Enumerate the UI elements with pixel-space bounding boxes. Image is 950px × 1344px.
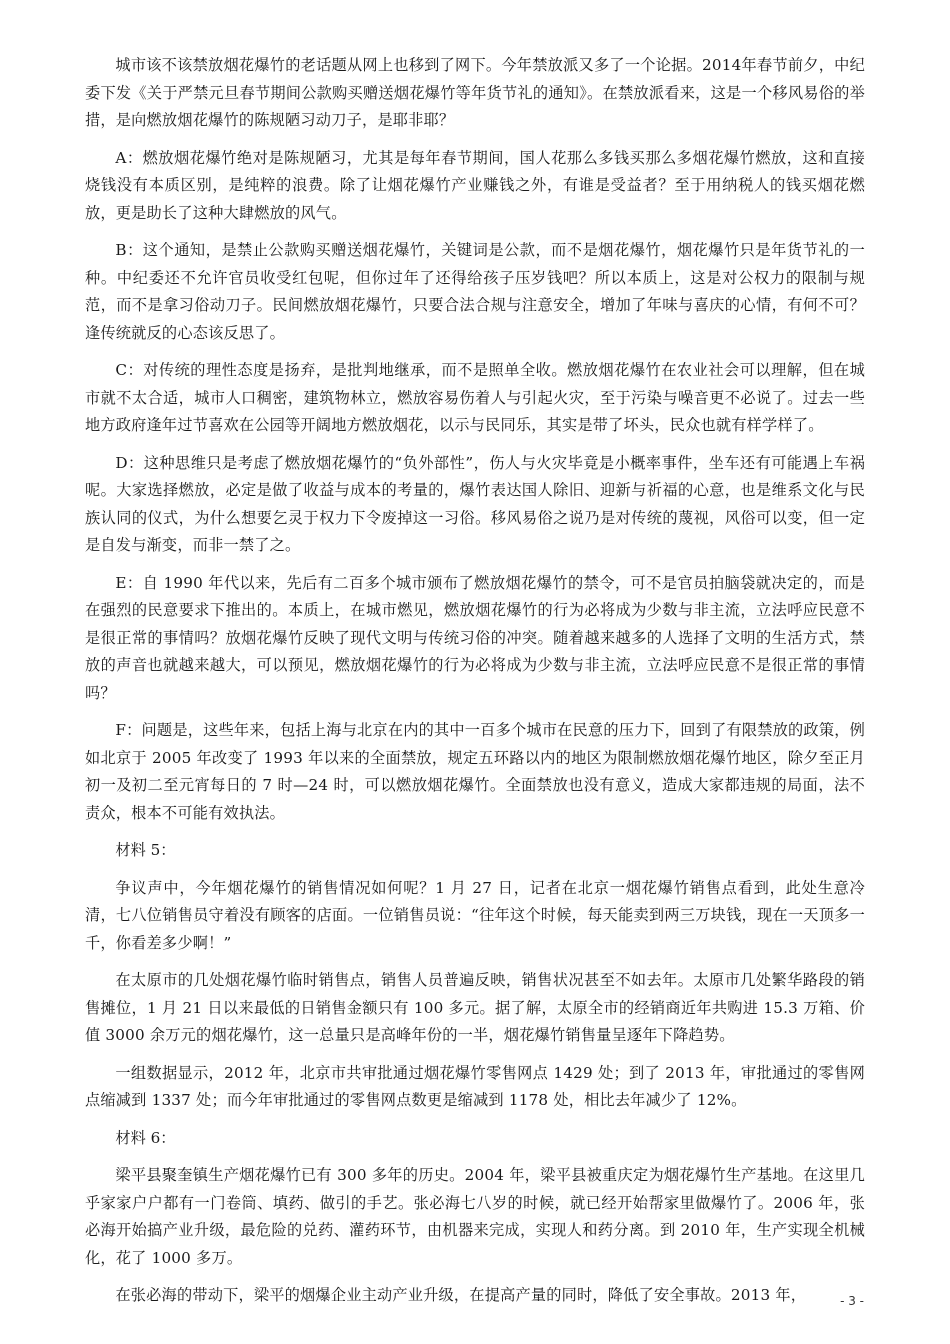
opinion-b-paragraph: B：这个通知，是禁止公款购买赠送烟花爆竹，关键词是公款，而不是烟花爆竹，烟花爆竹只是年货节礼的一种。中纪委还不允许官员收受红包呢，但你过年了还得给孩子压岁钱吧？所以本质上，这是对公权力的限制与规范，而不是拿习俗动刀子。民间燃放烟花爆竹，只要合法合规与注意安全，增加了年味与喜庆的心情，有何不可？逢传统就反的心态该反思了。 <box>85 241 865 342</box>
opinion-f-paragraph: F：问题是，这些年来，包括上海与北京在内的其中一百多个城市在民意的压力下，回到了有限禁放的政策，例如北京于 2005 年改变了 1993 年以来的全面禁放，规定五环路以内的地区为限制燃放烟花爆竹地区，除夕至正月初一及初二至元宵每日的 7 时—24 时，可以燃放烟花爆竹。全面禁放也没有意义，造成大家都违规的局面，法不责众，根本不可能有效执法。 <box>85 721 865 822</box>
material-5-paragraph-1: 争议声中，今年烟花爆竹的销售情况如何呢？1 月 27 日，记者在北京一烟花爆竹销售点看到，此处生意冷清，七八位销售员守着没有顾客的店面。一位销售员说：“往年这个时候，每天能卖到两三万块钱，现在一天顶多一千，你看差多少啊！” <box>85 878 865 952</box>
page-number: - 3 - <box>840 1294 864 1308</box>
intro-paragraph: 城市该不该禁放烟花爆竹的老话题从网上也移到了网下。今年禁放派又多了一个论据。2014年春节前夕，中纪委下发《关于严禁元旦春节期间公款购买赠送烟花爆竹等年货节礼的通知》。在禁放派看来，这是一个移风易俗的举措，是向燃放烟花爆竹的陈规陋习动刀子，是耶非耶？ <box>85 56 865 129</box>
document-body <box>85 52 865 1320</box>
opinion-d-paragraph: D：这种思维只是考虑了燃放烟花爆竹的“负外部性”，伤人与火灾毕竟是小概率事件，坐车还有可能遇上车祸呢。大家选择燃放，必定是做了收益与成本的考量的，爆竹表达国人除旧、迎新与祈福的心意，也是维系文化与民族认同的仪式，为什么想要乞灵于权力下令废掉这一习俗。移风易俗之说乃是对传统的蔑视，风俗可以变，但一定是自发与渐变，而非一禁了之。 <box>85 453 865 554</box>
material-5-paragraph-2: 在太原市的几处烟花爆竹临时销售点，销售人员普遍反映，销售状况甚至不如去年。太原市几处繁华路段的销售摊位，1 月 21 日以来最低的日销售金额只有 100 多元。据了解，太原全市的经销商近年共购进 15.3 万箱、价值 3000 余万元的烟花爆竹，这一总量只是高峰年份的一半，烟花爆竹销售量呈逐年下降趋势。 <box>85 971 865 1044</box>
material-6-paragraph-2: 在张必海的带动下，梁平的烟爆企业主动产业升级，在提高产量的同时，降低了安全事故。2013 年， <box>115 1286 807 1304</box>
material-5-paragraph-3: 一组数据显示，2012 年，北京市共审批通过烟花爆竹零售网点 1429 处；到了 2013 年，审批通过的零售网点缩减到 1337 处；而今年审批通过的零售网点数更是缩减到 1178 处，相比去年减少了 12%。 <box>85 1063 865 1109</box>
material-5-heading: 材料 5： <box>115 841 176 859</box>
opinion-a-paragraph: A：燃放烟花爆竹绝对是陈规陋习，尤其是每年春节期间，国人花那么多钱买那么多烟花爆竹燃放，这和直接烧钱没有本质区别，是纯粹的浪费。除了让烟花爆竹产业赚钱之外，有谁是受益者？至于用纳税人的钱买烟花燃放，更是助长了这种大肆燃放的风气。 <box>85 148 865 222</box>
opinion-c-paragraph: C：对传统的理性态度是扬弃，是批判地继承，而不是照单全收。燃放烟花爆竹在农业社会可以理解，但在城市就不太合适，城市人口稠密，建筑物林立，燃放容易伤着人与引起火灾，至于污染与噪音更不必说了。过去一些地方政府逢年过节喜欢在公园等开阔地方燃放烟花，以示与民同乐，其实是带了坏头，民众也就有样学样了。 <box>85 361 865 434</box>
material-6-heading: 材料 6： <box>115 1128 176 1147</box>
material-6-paragraph-1: 梁平县聚奎镇生产烟花爆竹已有 300 多年的历史。2004 年，梁平县被重庆定为烟花爆竹生产基地。在这里几乎家家户户都有一门卷筒、填药、做引的手艺。张必海七八岁的时候，就已经开始帮家里做爆竹了。2006 年，张必海开始搞产业升级，最危险的兑药、灌药环节，由机器来完成，实现人和药分离。到 2010 年，生产实现全机械化，花了 1000 多万。 <box>85 1166 865 1267</box>
opinion-e-paragraph: E：自 1990 年代以来，先后有二百多个城市颁布了燃放烟花爆竹的禁令，可不是官员拍脑袋就决定的，而是在强烈的民意要求下推出的。本质上，在城市燃见，燃放烟花爆竹的行为必将成为少数与非主流，立法呼应民意不是很正常的事情吗？放烟花爆竹反映了现代文明与传统习俗的冲突。随着越来越多的人选择了文明的生活方式，禁放的声音也就越来越大，可以预见，燃放烟花爆竹的行为必将成为少数与非主流，立法呼应民意不是很正常的事情吗？ <box>85 573 865 702</box>
